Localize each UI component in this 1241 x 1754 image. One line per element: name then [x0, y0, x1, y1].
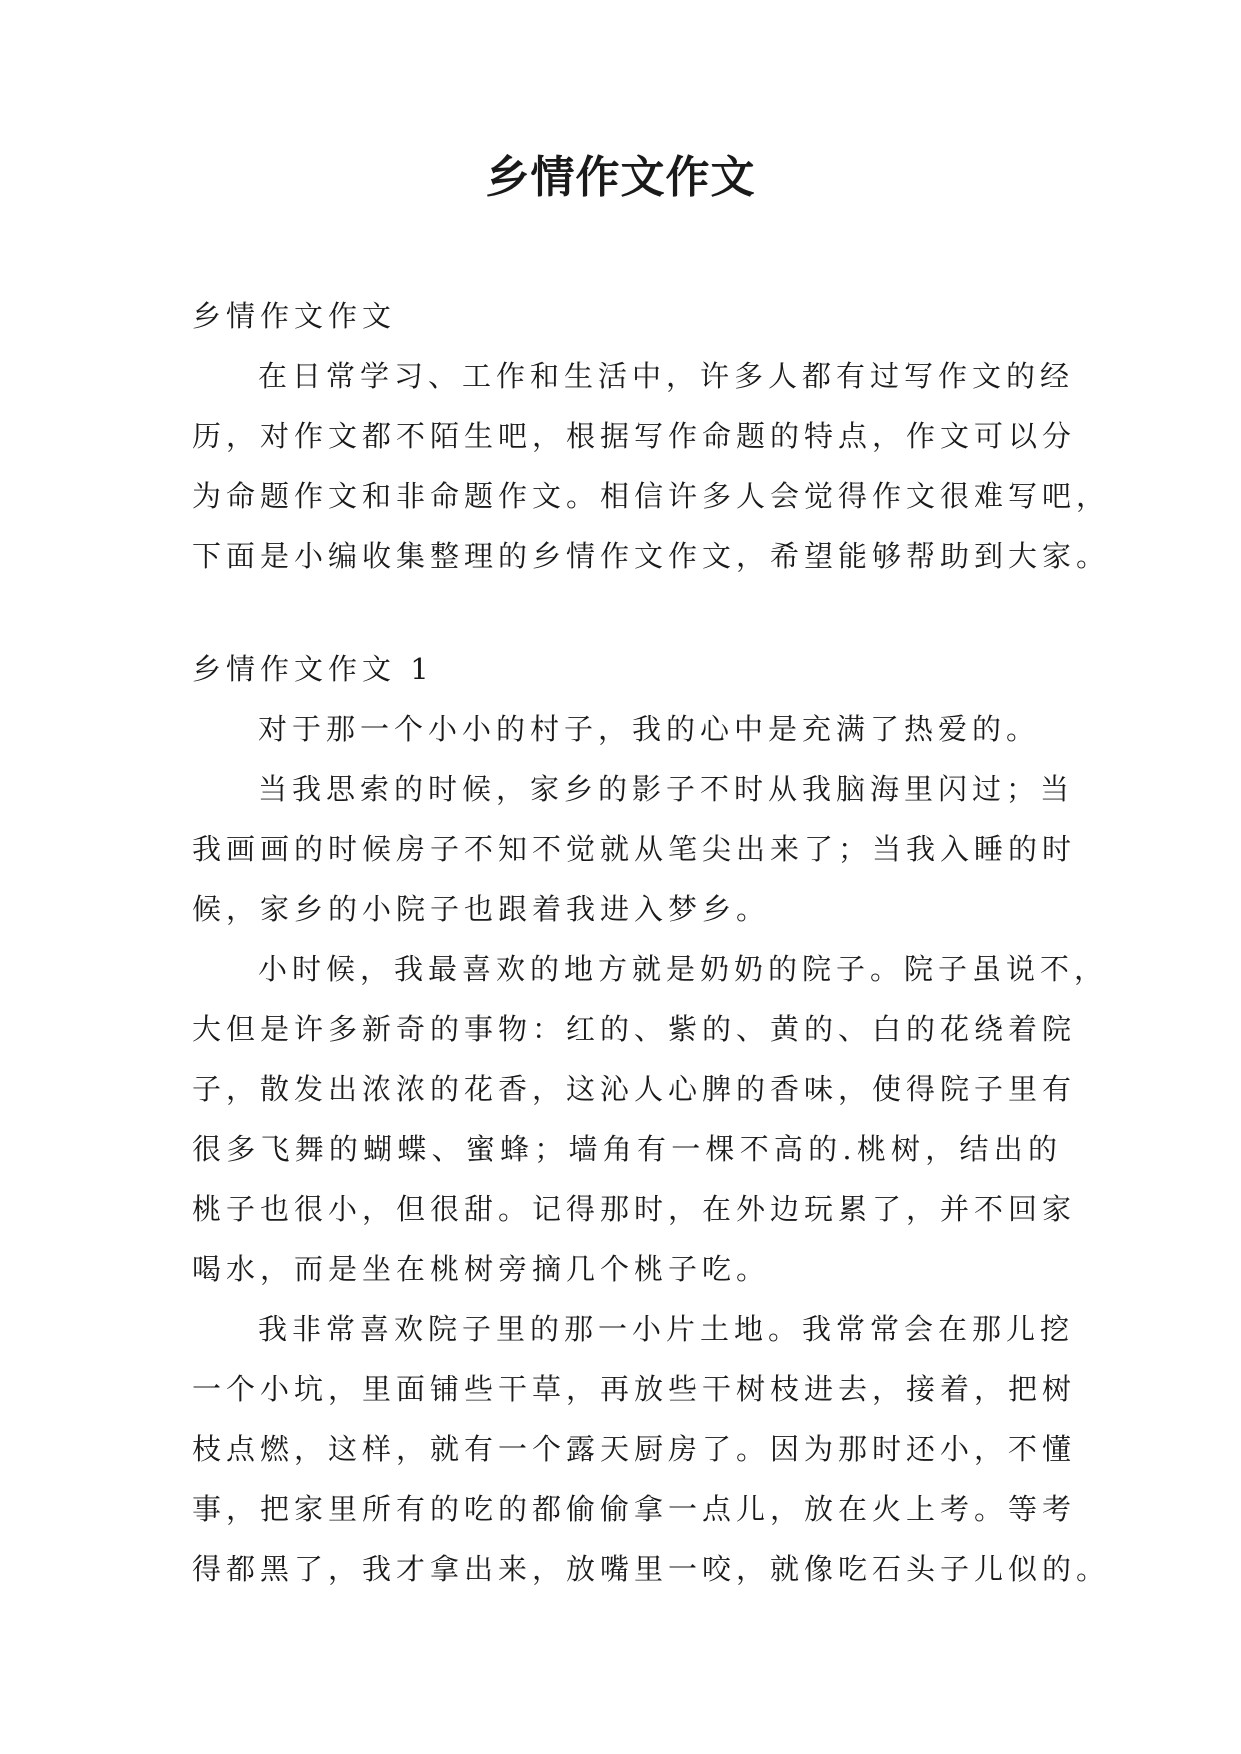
text-line: 很多飞舞的蝴蝶、蜜蜂；墙角有一棵不高的.桃树，结出的: [192, 1132, 1062, 1166]
text-line: 当我思索的时候，家乡的影子不时从我脑海里闪过；当: [258, 772, 1075, 806]
section1-paragraph-1: [192, 699, 1062, 759]
text-line: 对于那一个小小的村子，我的心中是充满了热爱的。: [258, 712, 1041, 746]
section1-paragraph-4: [192, 1299, 1111, 1599]
intro-paragraph: [192, 346, 1111, 586]
document-body: [192, 286, 1111, 1599]
section1-paragraph-3: [192, 939, 1109, 1299]
intro-heading: 乡情作文作文: [192, 299, 397, 333]
text-line: 一个小坑，里面铺些干草，再放些干树枝进去，接着，把树: [192, 1372, 1077, 1406]
section1-heading: 乡情作文作文 1: [192, 652, 434, 686]
text-line: 子，散发出浓浓的花香，这沁人心脾的香味，使得院子里有: [192, 1072, 1077, 1106]
text-line: 我画画的时候房子不知不觉就从笔尖出来了；当我入睡的时: [192, 832, 1077, 866]
text-line: 得都黑了，我才拿出来，放嘴里一咬，就像吃石头子儿似的。: [192, 1552, 1111, 1586]
text-line: 大但是许多新奇的事物：红的、紫的、黄的、白的花绕着院: [192, 1012, 1077, 1046]
text-line: 小时候，我最喜欢的地方就是奶奶的院子。院子虽说不，: [258, 952, 1109, 986]
text-line: 喝水，而是坐在桃树旁摘几个桃子吃。: [192, 1252, 771, 1286]
text-line: 为命题作文和非命题作文。相信许多人会觉得作文很难写吧，: [192, 479, 1111, 513]
text-line: 候，家乡的小院子也跟着我进入梦乡。: [192, 892, 771, 926]
text-line: 历，对作文都不陌生吧，根据写作命题的特点，作文可以分: [192, 419, 1077, 453]
text-line: 枝点燃，这样，就有一个露天厨房了。因为那时还小，不懂: [192, 1432, 1077, 1466]
text-line: 下面是小编收集整理的乡情作文作文，希望能够帮助到大家。: [192, 539, 1111, 573]
text-line: 桃子也很小，但很甜。记得那时，在外边玩累了，并不回家: [192, 1192, 1077, 1226]
section1-paragraph-2: [192, 759, 1077, 939]
text-line: 我非常喜欢院子里的那一小片土地。我常常会在那儿挖: [258, 1312, 1075, 1346]
document-title: 乡情作文作文: [485, 152, 756, 203]
section-spacer: [192, 586, 1062, 639]
text-line: 事，把家里所有的吃的都偷偷拿一点儿，放在火上考。等考: [192, 1492, 1077, 1526]
text-line: 在日常学习、工作和生活中，许多人都有过写作文的经: [258, 359, 1075, 393]
